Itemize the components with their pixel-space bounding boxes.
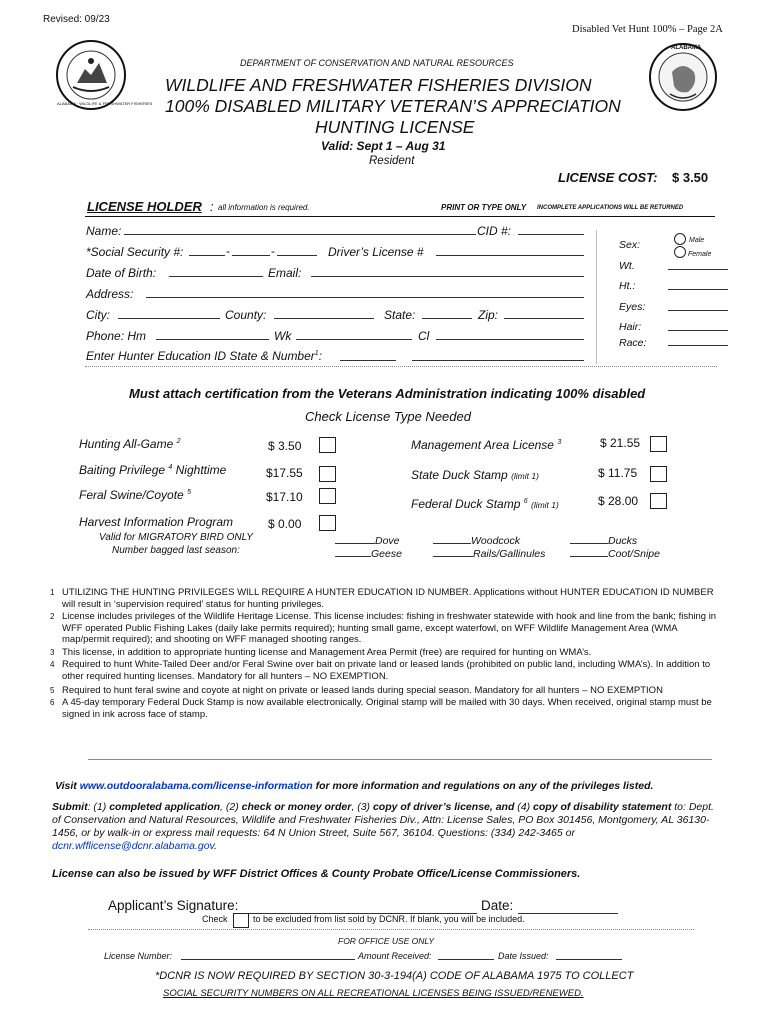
hunter-ed-label [86, 349, 322, 363]
footnote-6: A 45-day temporary Federal Duck Stamp is now available electronically. Original stamp will be mailed with 30 days. When received, original stamp must be signed in ink across face of stamp. [62, 697, 712, 720]
holder-top-rule [85, 216, 715, 217]
email-field[interactable] [311, 266, 584, 277]
management-area-price: $ 21.55 [600, 436, 641, 450]
date-field[interactable] [518, 900, 618, 914]
page-reference: Disabled Vet Hunt 100% – Page 2A [572, 24, 723, 35]
footnote-2-number: 2 [50, 612, 55, 621]
submit-item-3: copy of driver’s license, and [372, 801, 515, 813]
footnote-3-number: 3 [50, 648, 55, 657]
woodcock-field[interactable] [433, 533, 471, 544]
address-label: Address: [86, 287, 134, 301]
signature-field[interactable] [243, 900, 477, 914]
management-area-label [411, 438, 561, 452]
check-license-type: Check License Type Needed [305, 409, 471, 424]
hunting-all-game-checkbox[interactable] [319, 437, 336, 453]
migratory-valid-note: Valid for MIGRATORY BIRD ONLY [99, 532, 253, 543]
submit-label: Submit [52, 801, 88, 813]
rails-field[interactable] [433, 546, 473, 557]
race-label: Race: [619, 337, 647, 349]
ducks-label: Ducks [608, 535, 638, 547]
ssn-notice-line-2: SOCIAL SECURITY NUMBERS ON ALL RECREATIONAL LICENSES BEING ISSUED/RENEWED. [163, 988, 584, 999]
amount-received-field[interactable] [438, 950, 494, 960]
ducks-field[interactable] [570, 533, 608, 544]
submit-item-4: copy of disability statement [533, 801, 672, 813]
right-logo-text: ALABAMA [671, 45, 702, 51]
city-label: City: [86, 308, 110, 322]
issued-notice: License can also be issued by WFF District Offices & County Probate Office/License Commissioners. [52, 868, 581, 880]
female-radio[interactable] [674, 246, 686, 258]
footnote-2: License includes privileges of the Wildlife Heritage License. This license includes: fishing in freshwater statewide with hook and line from the bank; fishing in WFF operated Public Fishing Lakes (daily lake permits required); hunting small game, except waterfowl, on WFF Wildlife Management Area (WMA map/permit required); and shooting on WFF managed shooting ranges. [62, 611, 717, 645]
harvest-price: $ 0.00 [268, 517, 302, 531]
drivers-license-label: Driver’s License # [328, 245, 424, 259]
hunting-all-game-label [79, 437, 181, 451]
baiting-checkbox[interactable] [319, 466, 336, 482]
state-field[interactable] [422, 308, 472, 319]
state-duck-text: State Duck Stamp [411, 468, 508, 482]
office-use-title: FOR OFFICE USE ONLY [338, 936, 435, 946]
federal-duck-price: $ 28.00 [598, 494, 639, 508]
phone-cell-field[interactable] [436, 329, 584, 340]
federal-duck-checkbox[interactable] [650, 493, 667, 509]
geese-entry [335, 546, 402, 560]
zip-label: Zip: [478, 308, 499, 322]
cid-label: CID #: [477, 224, 512, 238]
division-title: WILDLIFE AND FRESHWATER FISHERIES DIVISION [165, 75, 592, 95]
height-label: Ht.: [619, 280, 636, 292]
sex-label: Sex: [619, 239, 641, 251]
state-label: State: [384, 308, 416, 322]
eyes-field[interactable] [668, 300, 728, 311]
footnote-5-number: 5 [50, 686, 55, 695]
male-label: Male [689, 237, 705, 244]
harvest-checkbox[interactable] [319, 515, 336, 531]
weight-field[interactable] [668, 259, 728, 270]
submit-item-2: check or money order [241, 801, 352, 813]
federal-duck-sup: 6 [523, 498, 528, 505]
female-label: Female [688, 251, 712, 258]
coot-label: Coot/Snipe [608, 548, 660, 560]
ssn-label: *Social Security #: [86, 245, 184, 259]
submit-end: . [214, 840, 217, 852]
footnote-4: Required to hunt White-Tailed Deer and/or Feral Swine over bait on private land or leased lands (prohibited on public land, including WMA’s). In addition to other required hunting licenses. Mandatory for all hunters – NO EXEMPTION. [62, 659, 711, 682]
license-cost-value: $ 3.50 [672, 170, 709, 185]
woodcock-entry [433, 533, 520, 547]
hunter-ed-text: Enter Hunter Education ID State & Number [86, 349, 315, 363]
license-info-link[interactable]: www.outdooralabama.com/license-information [79, 780, 313, 792]
hunter-ed-colon: : [318, 349, 323, 363]
feral-label [79, 488, 191, 502]
dove-label: Dove [375, 535, 400, 547]
federal-duck-text: Federal Duck Stamp [411, 497, 521, 511]
management-area-sup: 3 [557, 439, 562, 446]
license-number-field[interactable] [181, 950, 355, 960]
alabama-seal-logo [648, 42, 718, 112]
visit-suffix: for more information and regulations on any of the privileges listed. [312, 780, 654, 792]
management-area-checkbox[interactable] [650, 436, 667, 452]
submit-p3: , (3) [351, 801, 373, 813]
name-label: Name: [86, 224, 122, 238]
license-number-label: License Number: [104, 951, 173, 961]
footnote-3: This license, in addition to appropriate hunting license and Management Area Permit (free) are required for hunting on WMA’s. [62, 647, 592, 658]
physical-description-box [596, 230, 717, 364]
hunter-ed-sup: 1 [314, 350, 319, 357]
footnote-6-number: 6 [50, 698, 55, 707]
office-top-rule [88, 929, 694, 930]
baiting-text: Baiting Privilege [79, 463, 166, 477]
submit-p4: (4) [514, 801, 534, 813]
alabama-wff-logo [55, 39, 153, 111]
visit-prefix: Visit [55, 780, 80, 792]
ssn-notice-line-1: *DCNR IS NOW REQUIRED BY SECTION 30-3-194(A) CODE OF ALABAMA 1975 TO COLLECT [155, 970, 634, 982]
license-holder-colon: : [210, 199, 214, 214]
ducks-entry [570, 533, 637, 547]
date-label: Date: [481, 898, 514, 913]
footnotes-bottom-rule [88, 759, 712, 760]
ssn-field-3[interactable] [277, 245, 317, 256]
dob-field[interactable] [169, 266, 263, 277]
state-duck-label [411, 468, 539, 482]
certification-notice: Must attach certification from the Veterans Administration indicating 100% disabled [129, 386, 646, 401]
license-cost-label: LICENSE COST: [558, 170, 658, 185]
baiting-price: $17.55 [266, 466, 303, 480]
feral-checkbox[interactable] [319, 488, 336, 504]
exclude-checkbox[interactable] [233, 913, 249, 928]
feral-price: $17.10 [266, 490, 303, 504]
woodcock-label: Woodcock [471, 535, 521, 547]
rails-entry [433, 546, 545, 560]
footnote-1: UTILIZING THE HUNTING PRIVILEGES WILL REQUIRE A HUNTER EDUCATION ID NUMBER. Applications without HUNTER EDUCATION ID NUMBER will result in ‘supervision required’ status for hunting privileges. [62, 587, 714, 610]
submit-paragraph [52, 801, 720, 853]
left-logo-text: ALABAMA · WILDLIFE & FRESHWATER FISHERIES [57, 101, 153, 106]
cid-field[interactable] [518, 224, 584, 235]
hunting-all-game-price: $ 3.50 [268, 439, 302, 453]
footnote-5: Required to hunt feral swine and coyote at night on private or leased lands during special season. Mandatory for all hunters – NO EXEMPTION [62, 685, 663, 696]
coot-entry [570, 546, 660, 560]
submit-p1: : (1) [87, 801, 110, 813]
submit-item-1: completed application [109, 801, 221, 813]
geese-label: Geese [371, 548, 402, 560]
license-title: 100% DISABLED MILITARY VETERAN’S APPRECIATION [165, 96, 621, 116]
dove-field[interactable] [335, 533, 375, 544]
zip-field[interactable] [504, 308, 584, 319]
phone-work-label: Wk [274, 329, 292, 343]
height-field[interactable] [668, 279, 728, 290]
date-issued-label: Date Issued: [498, 951, 549, 961]
license-holder-title [87, 199, 202, 214]
weight-label: Wt. [619, 260, 635, 272]
geese-field[interactable] [335, 546, 371, 557]
eyes-label: Eyes: [619, 301, 646, 313]
amount-received-label: Amount Received: [358, 951, 432, 961]
email-label: Email: [268, 266, 302, 280]
state-duck-note: (limit 1) [511, 471, 539, 481]
name-field[interactable] [124, 224, 476, 235]
license-holder-label: LICENSE HOLDER [87, 199, 202, 214]
rails-label: Rails/Gallinules [473, 548, 546, 560]
baiting-sup: 4 [168, 464, 173, 471]
valid-period: Valid: Sept 1 – Aug 31 [321, 139, 446, 153]
license-email-link[interactable]: dcnr.wfflicense@dcnr.alabama.gov [52, 840, 215, 852]
baiting-text-2: Nighttime [175, 463, 227, 477]
date-issued-field[interactable] [556, 950, 622, 960]
migratory-bagged-note: Number bagged last season: [112, 545, 240, 556]
print-note-small: INCOMPLETE APPLICATIONS WILL BE RETURNED [537, 205, 684, 211]
ssn-dash-1: - [226, 244, 230, 258]
holder-bottom-rule [85, 366, 717, 367]
race-field[interactable] [668, 335, 728, 346]
hunting-all-game-text: Hunting All-Game [79, 437, 174, 451]
ssn-dash-2: - [271, 244, 275, 258]
phone-home-field[interactable] [156, 329, 269, 340]
phone-home-label: Phone: Hm [86, 329, 147, 343]
visit-line [55, 780, 653, 792]
phone-work-field[interactable] [296, 329, 412, 340]
department-name: DEPARTMENT OF CONSERVATION AND NATURAL RESOURCES [240, 58, 514, 68]
state-duck-checkbox[interactable] [650, 466, 667, 482]
print-note: PRINT OR TYPE ONLY [441, 203, 527, 212]
federal-duck-label [411, 497, 559, 511]
harvest-label: Harvest Information Program [79, 515, 234, 529]
state-duck-price: $ 11.75 [598, 466, 638, 480]
coot-field[interactable] [570, 546, 608, 557]
federal-duck-note: (limit 1) [530, 500, 559, 510]
exclude-note: to be excluded from list sold by DCNR. If blank, you will be included. [253, 914, 525, 924]
dove-entry [335, 533, 400, 547]
footnote-1-number: 1 [50, 588, 55, 597]
license-holder-note: all information is required. [218, 203, 310, 212]
drivers-license-field[interactable] [436, 245, 584, 256]
city-field[interactable] [118, 308, 220, 319]
phone-cell-label: Cl [418, 329, 430, 343]
address-field[interactable] [146, 287, 584, 298]
submit-body: to: Dept. of Conservation and Natural Resources, Wildlife and Freshwater Fisheries Div., Attn: License Sales, PO Box 301456, Montgomery, AL 36130-1456, or by walk-in or express mail requests: 64 N Union Street, Suite 567, 36104. Questions: (334) 242-3465 or [52, 801, 714, 839]
management-area-text: Management Area License [411, 438, 554, 452]
county-label: County: [225, 308, 267, 322]
hair-label: Hair: [619, 321, 642, 333]
feral-sup: 5 [187, 489, 191, 496]
male-radio[interactable] [674, 233, 686, 245]
license-title-2: HUNTING LICENSE [315, 117, 475, 137]
exclude-check-label: Check [202, 914, 228, 924]
residency: Resident [369, 155, 415, 167]
baiting-label [79, 463, 226, 477]
hunting-all-game-sup: 2 [176, 438, 181, 445]
feral-text: Feral Swine/Coyote [79, 488, 184, 502]
hunter-ed-state-field[interactable] [340, 350, 396, 361]
submit-p2: , (2) [220, 801, 242, 813]
hunter-ed-number-field[interactable] [412, 350, 584, 361]
signature-label: Applicant’s Signature: [108, 898, 239, 913]
county-field[interactable] [274, 308, 374, 319]
ssn-field-1[interactable] [189, 245, 225, 256]
footnote-4-number: 4 [50, 660, 55, 669]
revised-date: Revised: 09/23 [43, 14, 110, 25]
dob-label: Date of Birth: [86, 266, 157, 280]
hair-field[interactable] [668, 320, 728, 331]
ssn-field-2[interactable] [232, 245, 270, 256]
